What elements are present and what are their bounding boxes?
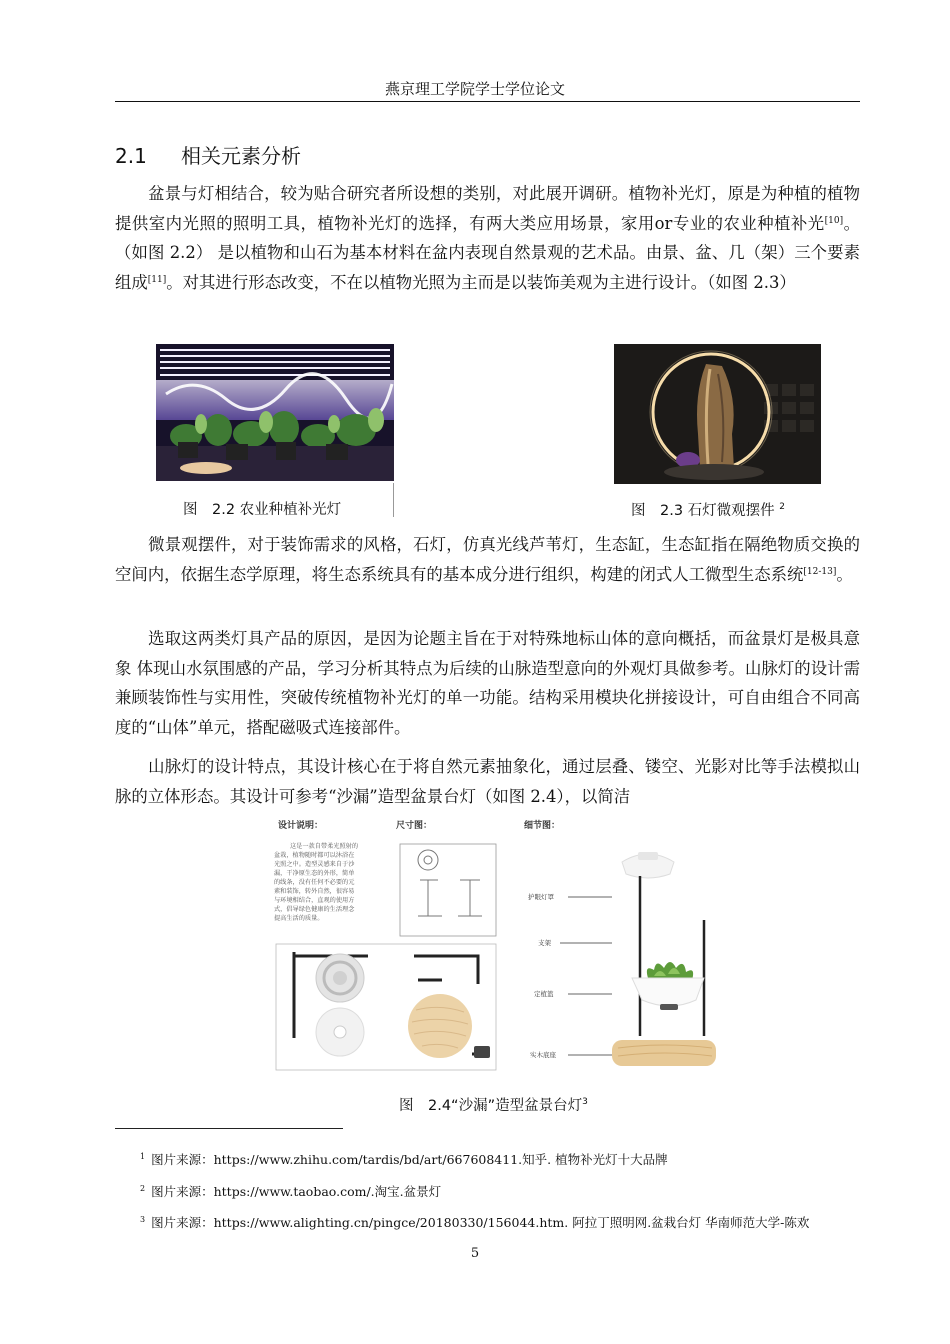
figure-2-2-caption: 图 2.2 农业种植补光灯 — [183, 502, 342, 518]
p4-text: 山脉灯的设计特点，其设计核心在于将自然元素抽象化，通过层叠、镂空、光影对比等手法模拟山脉的立体形态。其设计可参考“沙漏”造型盆景台灯（如图 2.4），以简洁 — [115, 757, 860, 806]
footnote-marker-3: 3 — [582, 1097, 588, 1107]
design-note-line: 与环境相结合，直观的使用方 — [274, 897, 355, 904]
p1-text-c: 。对其进行形态改变，不在以植物光照为主而是以装饰美观为主进行设计。（如图 2.3） — [166, 272, 796, 292]
p1-text-b: 。（如图 2.2） 是以植物和山石为基本材料在盆内表现自然景观的艺术品。由景、盆、几（架）三个要素组成 — [115, 213, 861, 292]
footnote-marker-2: 2 — [779, 502, 786, 512]
p2-text-a: 微景观摆件，对于装饰需求的风格，石灯，仿真光线芦苇灯，生态缸，生态缸指在隔绝物质交换的空间内，依据生态学原理，将生态系统具有的基本成分进行组织，构建的闭式人工微型生态系统 — [115, 535, 860, 584]
footnote-1 — [140, 1150, 668, 1168]
figure-2-3-caption-text: 图 2.3 石灯微观摆件 — [631, 503, 775, 519]
citation-12-13: [12-13] — [803, 566, 837, 577]
label-eye-protection-shade: 护眼灯罩 — [528, 893, 554, 901]
design-note-line: 的线条，没有任何不必要的元 — [274, 879, 355, 886]
figure-2-4-image — [272, 816, 724, 1076]
header-rule — [115, 101, 860, 102]
figure-2-3-image — [614, 344, 821, 484]
page-number: 5 — [470, 1246, 480, 1261]
footnote-1-text: 图片来源：https://www.zhihu.com/tardis/bd/art/667608411.知乎. 植物补光灯十大品牌 — [151, 1152, 668, 1167]
paragraph-2 — [115, 530, 860, 589]
label-stand: 支架 — [538, 939, 551, 947]
size-drawing-panel — [400, 844, 496, 936]
paragraph-4 — [115, 752, 860, 811]
citation-10: [10] — [824, 215, 844, 226]
detail-title: 细节图： — [524, 821, 561, 831]
section-title: 相关元素分析 — [181, 144, 301, 168]
section-heading — [115, 140, 301, 169]
design-note-line: 盆栽，植物随时都可以沐浴在 — [274, 852, 355, 859]
figure-2-4-caption-text: 图 2.4“沙漏”造型盆景台灯 — [399, 1098, 583, 1114]
figure-2-4-caption — [399, 1094, 588, 1115]
design-note-line: 式，倡导绿色健康的生活理念 — [274, 906, 355, 913]
footnote-2-number: 2 — [140, 1184, 146, 1193]
size-drawing-title: 尺寸图： — [396, 821, 433, 831]
design-notes-title: 设计说明： — [278, 821, 324, 831]
footnote-3-number: 3 — [140, 1215, 146, 1224]
footnote-2 — [140, 1182, 441, 1200]
footnote-1-number: 1 — [140, 1152, 146, 1161]
figure-2-2-divider — [393, 483, 394, 517]
design-note-line: 这是一款自带柔光照射的 — [290, 843, 359, 850]
p2-text-b: 。 — [836, 564, 853, 584]
paragraph-3 — [115, 624, 860, 742]
design-note-line: 提高生活的质量。 — [274, 915, 324, 922]
p3-text: 选取这两类灯具产品的原因，是因为论题主旨在于对特殊地标山体的意向概括，而盆景灯是极具意象 体现山水氛围感的产品，学习分析其特点为后续的山脉造型意向的外观灯具做参考。山脉灯的设计需兼顾装饰性与实用性，突破传统植物补光灯的单一功能。结构采用模块化拼接设计，可自由组合不同高度的“山体”单元，搭配磁吸式连接部件。 — [115, 629, 860, 737]
label-wood-base: 实木底座 — [530, 1051, 556, 1059]
citation-11: [11] — [147, 274, 167, 285]
footnote-rule — [115, 1128, 343, 1129]
section-number: 2.1 — [115, 144, 147, 168]
footnote-3 — [140, 1213, 809, 1231]
label-planting-basket: 定植篮 — [534, 990, 554, 998]
header-title: 燕京理工学院学士学位论文 — [384, 80, 565, 98]
footnote-3-text: 图片来源：https://www.alighting.cn/pingce/20180330/156044.htm. 阿拉丁照明网.盆栽台灯 华南师范大学-陈欢 — [151, 1215, 810, 1230]
figure-2-3-caption — [631, 499, 785, 520]
p1-text-a: 盆景与灯相结合，较为贴合研究者所设想的类别，对此展开调研。植物补光灯，原是为种植的植物提供室内光照的照明工具，植物补光灯的选择，有两大类应用场景，家用or专业的农业种植补光 — [115, 184, 860, 233]
paragraph-1 — [115, 179, 860, 297]
design-note-line: 漏，干净原生态的外形，简单 — [274, 870, 355, 877]
design-note-line: 光照之中。造型灵感来自于沙 — [274, 861, 355, 868]
footnote-2-text: 图片来源：https://www.taobao.com/.淘宝.盆景灯 — [151, 1184, 442, 1199]
design-note-line: 素和装饰，转外自然，很容易 — [274, 888, 355, 895]
figure-2-2-image — [156, 344, 394, 481]
